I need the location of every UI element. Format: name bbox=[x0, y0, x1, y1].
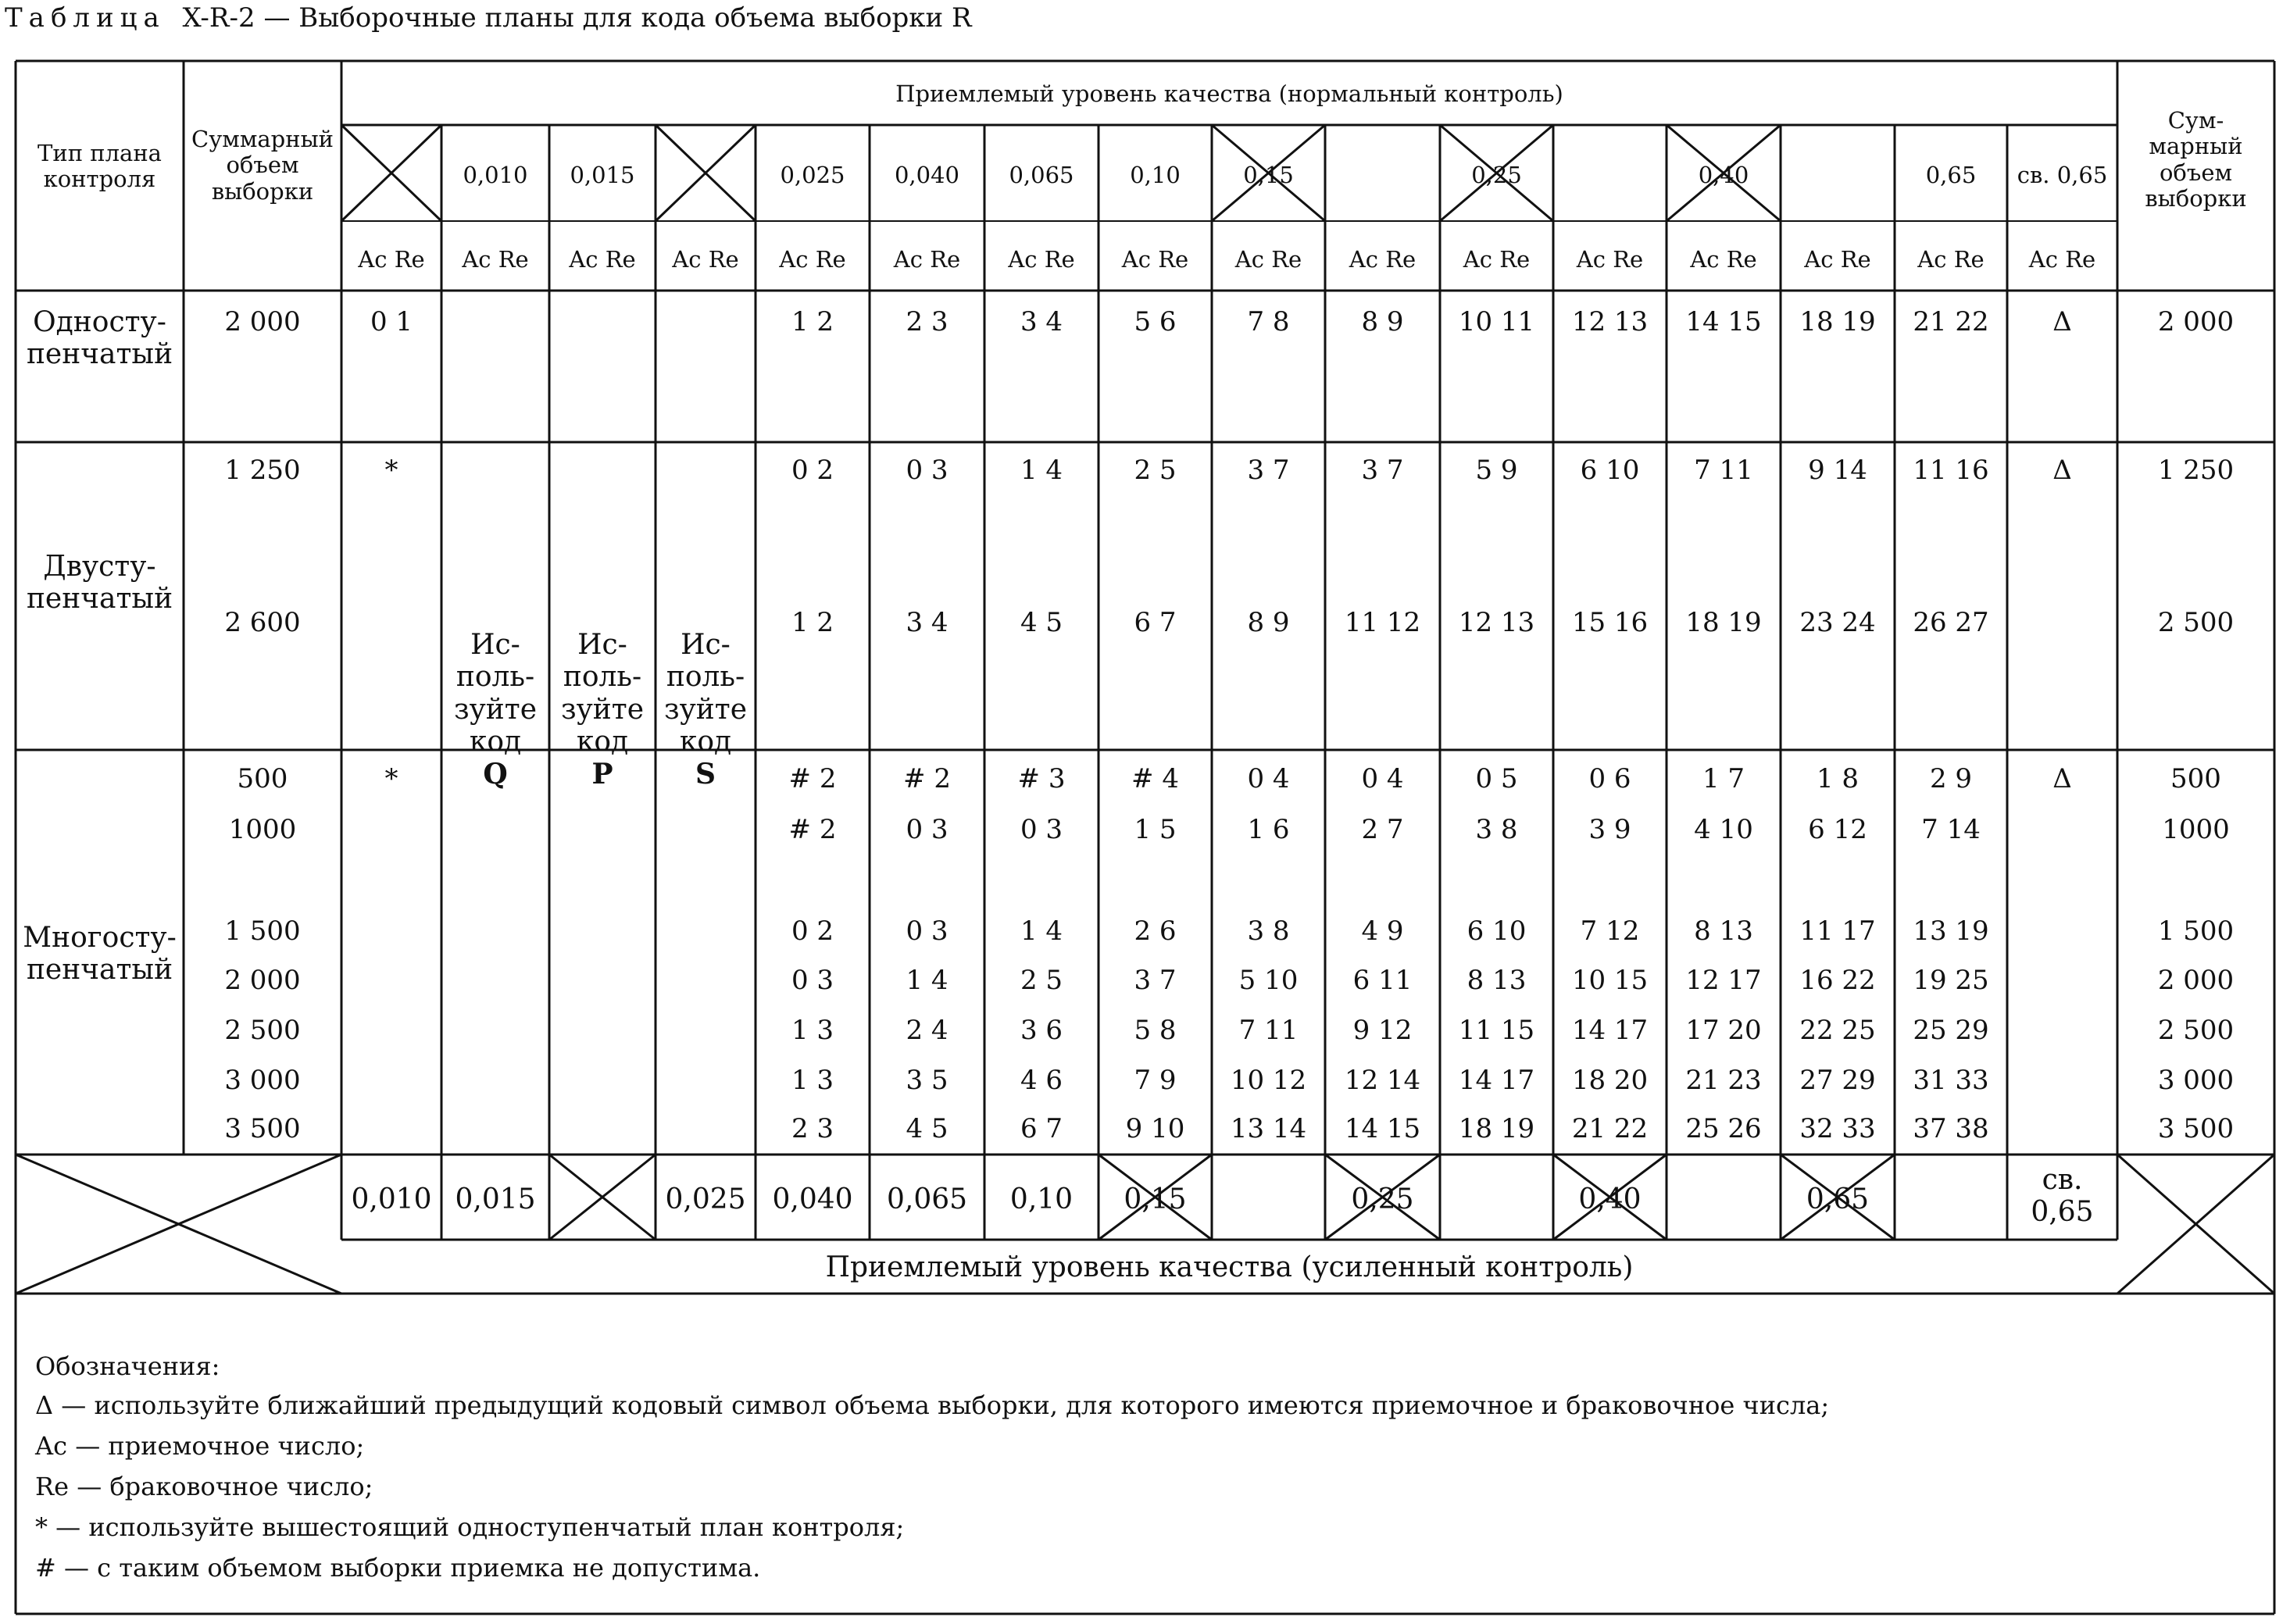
ac-re-value: 1 4 bbox=[1020, 916, 1063, 947]
ac-re-value: 11 16 bbox=[1913, 455, 1989, 486]
sample-size-right: 3 500 bbox=[2157, 1113, 2235, 1144]
ac-re-value: 3 7 bbox=[1361, 455, 1404, 486]
ac-re-value: 1 3 bbox=[791, 1065, 834, 1096]
ac-re-value: 17 20 bbox=[1685, 1015, 1762, 1046]
use-code-line: поль- bbox=[666, 661, 745, 694]
use-code-letter: Q bbox=[483, 757, 508, 791]
aql-header-value: 0,065 bbox=[1009, 162, 1074, 188]
sample-size: 2 000 bbox=[224, 965, 301, 996]
ac-re-value: 10 11 bbox=[1458, 306, 1535, 337]
ac-re-value: 22 25 bbox=[1799, 1015, 1876, 1046]
sample-size: 2 500 bbox=[224, 1015, 301, 1046]
ac-re-value: 6 10 bbox=[1467, 916, 1527, 947]
ac-re-value: 1 8 bbox=[1816, 763, 1860, 794]
ac-re-value: 3 8 bbox=[1247, 916, 1290, 947]
ac-re-value: 6 7 bbox=[1134, 607, 1177, 638]
first-column-value: 0 1 bbox=[370, 306, 413, 337]
tightened-aql-value: 0,15 bbox=[1124, 1183, 1187, 1215]
ac-re-value: 13 14 bbox=[1230, 1113, 1307, 1144]
ac-re-value: 2 3 bbox=[791, 1113, 834, 1144]
ac-re-value: 5 9 bbox=[1475, 455, 1518, 486]
use-code-line: зуйте bbox=[560, 693, 645, 726]
aql-header-value: св. 0,65 bbox=[2017, 162, 2108, 188]
tightened-aql-value: 0,010 bbox=[351, 1183, 432, 1215]
ac-re-value: 31 33 bbox=[1913, 1065, 1989, 1096]
ac-re-value: 1 3 bbox=[791, 1015, 834, 1046]
ac-re-value: 1 4 bbox=[1020, 455, 1063, 486]
ac-re-value: 27 29 bbox=[1799, 1065, 1876, 1096]
tightened-aql-value: 0,015 bbox=[455, 1183, 536, 1215]
use-code-line: зуйте bbox=[663, 693, 748, 726]
ac-re-label: Ac Re bbox=[1008, 246, 1075, 273]
sample-size: 1 500 bbox=[224, 916, 301, 947]
first-column-value: * bbox=[384, 763, 398, 794]
sample-size-right: 2 000 bbox=[2157, 965, 2235, 996]
table-title-prefix: Таблица bbox=[5, 2, 166, 34]
ac-re-value: 18 19 bbox=[1458, 1113, 1535, 1144]
ac-re-value: 1 2 bbox=[791, 607, 834, 638]
use-code-instruction bbox=[561, 629, 644, 791]
ac-re-value: 10 15 bbox=[1571, 965, 1649, 996]
ac-re-value: 19 25 bbox=[1913, 965, 1989, 996]
ac-re-value: 3 9 bbox=[1588, 814, 1631, 845]
ac-re-value: 0 4 bbox=[1361, 763, 1404, 794]
tightened-aql-value: 0,040 bbox=[772, 1183, 853, 1215]
ac-re-value: 32 33 bbox=[1799, 1113, 1876, 1144]
ac-re-value: 2 7 bbox=[1361, 814, 1404, 845]
ac-re-value: 12 13 bbox=[1458, 607, 1535, 638]
ac-re-value: 13 19 bbox=[1913, 916, 1989, 947]
ac-re-value: 9 12 bbox=[1352, 1015, 1413, 1046]
ac-re-value: 6 7 bbox=[1020, 1113, 1063, 1144]
tightened-aql-value: 0,40 bbox=[1578, 1183, 1642, 1215]
legend-item: Re — браковочное число; bbox=[35, 1472, 373, 1501]
header-sum-sample-right: Сум- марный объем выборки bbox=[2145, 107, 2247, 212]
ac-re-label: Ac Re bbox=[1690, 246, 1757, 273]
ac-re-value: 0 2 bbox=[791, 916, 834, 947]
ac-re-label: Ac Re bbox=[1121, 246, 1189, 273]
sample-size-right: 3 000 bbox=[2157, 1065, 2235, 1096]
aql-header-value: 0,10 bbox=[1130, 162, 1181, 188]
ac-re-label: Ac Re bbox=[1463, 246, 1531, 273]
ac-re-value: # 4 bbox=[1131, 763, 1179, 794]
aql-header-value: 0,040 bbox=[894, 162, 960, 188]
use-code-line: Ис- bbox=[577, 629, 627, 661]
ac-re-value: Δ bbox=[2052, 306, 2072, 337]
tightened-aql-value: 0,065 bbox=[886, 1183, 968, 1215]
header-sum-sample-left: Суммарный объем выборки bbox=[191, 126, 334, 205]
ac-re-label: Ac Re bbox=[358, 246, 425, 273]
ac-re-label: Ac Re bbox=[569, 246, 636, 273]
ac-re-value: 7 8 bbox=[1247, 306, 1290, 337]
ac-re-value: 0 3 bbox=[1020, 814, 1063, 845]
use-code-line: поль- bbox=[563, 661, 642, 694]
ac-re-value: 2 6 bbox=[1134, 916, 1177, 947]
ac-re-value: 4 10 bbox=[1694, 814, 1753, 845]
ac-re-value: 4 9 bbox=[1361, 916, 1404, 947]
legend-item: # — с таким объемом выборки приемка не допустима. bbox=[35, 1553, 761, 1583]
sample-size-right: 2 000 bbox=[2157, 306, 2235, 337]
sample-size: 500 bbox=[237, 763, 288, 794]
ac-re-value: 7 9 bbox=[1134, 1065, 1177, 1096]
ac-re-label: Ac Re bbox=[1349, 246, 1417, 273]
ac-re-value: 5 8 bbox=[1134, 1015, 1177, 1046]
ac-re-value: 14 17 bbox=[1458, 1065, 1535, 1096]
aql-header-value: 0,010 bbox=[463, 162, 528, 188]
table-title bbox=[5, 2, 972, 34]
use-code-instruction bbox=[454, 629, 537, 791]
ac-re-label: Ac Re bbox=[1576, 246, 1644, 273]
ac-re-value: 1 4 bbox=[906, 965, 949, 996]
ac-re-value: 1 6 bbox=[1247, 814, 1290, 845]
ac-re-value: 6 10 bbox=[1580, 455, 1640, 486]
aql-header-value: 0,025 bbox=[780, 162, 845, 188]
ac-re-value: 0 3 bbox=[906, 455, 949, 486]
ac-re-value: 2 3 bbox=[906, 306, 949, 337]
ac-re-value: 1 7 bbox=[1702, 763, 1745, 794]
ac-re-value: 18 19 bbox=[1799, 306, 1876, 337]
ac-re-value: 2 9 bbox=[1929, 763, 1973, 794]
legend bbox=[35, 1351, 1829, 1594]
use-code-line: код bbox=[576, 726, 629, 758]
ac-re-value: 18 19 bbox=[1685, 607, 1762, 638]
first-column-value: * bbox=[384, 455, 398, 486]
tightened-aql-value: 0,65 bbox=[1806, 1183, 1870, 1215]
use-code-line: код bbox=[469, 726, 522, 758]
ac-re-value: 3 4 bbox=[1020, 306, 1063, 337]
header-plan-type: Тип плана контроля bbox=[38, 140, 162, 193]
tightened-aql-value: 0,25 bbox=[1351, 1183, 1414, 1215]
ac-re-value: 7 14 bbox=[1921, 814, 1981, 845]
ac-re-value: 1 2 bbox=[791, 306, 834, 337]
tightened-aql-value: 0,10 bbox=[1009, 1183, 1074, 1215]
ac-re-value: 25 29 bbox=[1913, 1015, 1989, 1046]
ac-re-value: 37 38 bbox=[1913, 1113, 1989, 1144]
legend-item: * — используйте вышестоящий одноступенчатый план контроля; bbox=[35, 1512, 905, 1542]
ac-re-value: 18 20 bbox=[1571, 1065, 1649, 1096]
ac-re-label: Ac Re bbox=[462, 246, 529, 273]
ac-re-value: 4 5 bbox=[906, 1113, 949, 1144]
ac-re-value: 14 17 bbox=[1571, 1015, 1649, 1046]
use-code-line: Ис- bbox=[681, 629, 731, 661]
ac-re-value: 23 24 bbox=[1799, 607, 1876, 638]
ac-re-value: 8 13 bbox=[1694, 916, 1753, 947]
ac-re-value: 4 5 bbox=[1020, 607, 1063, 638]
ac-re-value: 12 13 bbox=[1571, 306, 1649, 337]
ac-re-value: Δ bbox=[2052, 763, 2072, 794]
section-label-multiple: Многосту- пенчатый bbox=[23, 922, 177, 987]
ac-re-value: 6 11 bbox=[1352, 965, 1413, 996]
aql-header-value: 0,40 bbox=[1698, 162, 1749, 188]
sample-size-right: 500 bbox=[2170, 763, 2221, 794]
tightened-aql-value: 0,025 bbox=[665, 1183, 746, 1215]
use-code-letter: S bbox=[695, 757, 716, 791]
ac-re-value: 16 22 bbox=[1799, 965, 1876, 996]
aql-header-value: 0,65 bbox=[1925, 162, 1977, 188]
ac-re-label: Ac Re bbox=[672, 246, 739, 273]
ac-re-value: 8 13 bbox=[1467, 965, 1527, 996]
sample-size-right: 1000 bbox=[2162, 814, 2230, 845]
section-label-single: Односту- пенчатый bbox=[26, 306, 173, 371]
ac-re-value: 4 6 bbox=[1020, 1065, 1063, 1096]
ac-re-label: Ac Re bbox=[2028, 246, 2096, 273]
ac-re-value: 1 5 bbox=[1134, 814, 1177, 845]
ac-re-value: 12 14 bbox=[1344, 1065, 1421, 1096]
ac-re-value: 26 27 bbox=[1913, 607, 1989, 638]
ac-re-value: 3 7 bbox=[1134, 965, 1177, 996]
ac-re-value: 9 14 bbox=[1808, 455, 1867, 486]
ac-re-value: 15 16 bbox=[1571, 607, 1649, 638]
use-code-letter: P bbox=[591, 757, 613, 791]
sample-size: 1 250 bbox=[224, 455, 301, 486]
ac-re-value: 21 22 bbox=[1913, 306, 1989, 337]
ac-re-value: 8 9 bbox=[1247, 607, 1290, 638]
use-code-instruction bbox=[664, 629, 747, 791]
ac-re-value: 0 6 bbox=[1588, 763, 1631, 794]
legend-heading: Обозначения: bbox=[35, 1351, 220, 1381]
ac-re-value: 3 8 bbox=[1475, 814, 1518, 845]
use-code-line: зуйте bbox=[453, 693, 538, 726]
sample-size: 3 000 bbox=[224, 1065, 301, 1096]
ac-re-value: 0 2 bbox=[791, 455, 834, 486]
ac-re-value: 7 11 bbox=[1238, 1015, 1299, 1046]
sample-size: 3 500 bbox=[224, 1113, 301, 1144]
legend-item: Ac — приемочное число; bbox=[35, 1431, 365, 1461]
section-label-double: Двусту- пенчатый bbox=[26, 551, 173, 616]
sample-size-right: 2 500 bbox=[2157, 1015, 2235, 1046]
header-aql-normal: Приемлемый уровень качества (нормальный контроль) bbox=[895, 80, 1563, 107]
footer-aql-tightened: Приемлемый уровень качества (усиленный контроль) bbox=[825, 1251, 1634, 1283]
ac-re-value: 21 23 bbox=[1685, 1065, 1762, 1096]
ac-re-label: Ac Re bbox=[1917, 246, 1985, 273]
ac-re-value: 0 3 bbox=[906, 916, 949, 947]
sample-size-right: 2 500 bbox=[2157, 607, 2235, 638]
ac-re-value: 14 15 bbox=[1685, 306, 1762, 337]
ac-re-label: Ac Re bbox=[893, 246, 961, 273]
ac-re-value: 8 9 bbox=[1361, 306, 1404, 337]
ac-re-value: 11 15 bbox=[1458, 1015, 1535, 1046]
ac-re-value: 2 5 bbox=[1020, 965, 1063, 996]
use-code-line: Ис- bbox=[470, 629, 520, 661]
ac-re-value: 5 10 bbox=[1238, 965, 1299, 996]
sample-size: 1000 bbox=[228, 814, 297, 845]
aql-header-value: 0,15 bbox=[1243, 162, 1294, 188]
ac-re-value: 2 5 bbox=[1134, 455, 1177, 486]
sample-size: 2 600 bbox=[224, 607, 301, 638]
ac-re-value: 3 7 bbox=[1247, 455, 1290, 486]
ac-re-value: 7 12 bbox=[1580, 916, 1640, 947]
ac-re-value: 21 22 bbox=[1571, 1113, 1649, 1144]
table-title-main: X-R-2 — Выборочные планы для кода объема выборки R bbox=[182, 2, 972, 34]
ac-re-label: Ac Re bbox=[1804, 246, 1871, 273]
sample-size-right: 1 250 bbox=[2157, 455, 2235, 486]
ac-re-value: 12 17 bbox=[1685, 965, 1762, 996]
ac-re-value: 7 11 bbox=[1694, 455, 1753, 486]
ac-re-value: 14 15 bbox=[1344, 1113, 1421, 1144]
ac-re-value: 25 26 bbox=[1685, 1113, 1762, 1144]
ac-re-value: 5 6 bbox=[1134, 306, 1177, 337]
ac-re-value: # 2 bbox=[788, 763, 837, 794]
use-code-line: код bbox=[679, 726, 732, 758]
ac-re-value: 0 5 bbox=[1475, 763, 1518, 794]
ac-re-value: 3 4 bbox=[906, 607, 949, 638]
ac-re-value: 3 5 bbox=[906, 1065, 949, 1096]
ac-re-value: # 3 bbox=[1017, 763, 1066, 794]
ac-re-value: 3 6 bbox=[1020, 1015, 1063, 1046]
ac-re-value: 10 12 bbox=[1230, 1065, 1307, 1096]
ac-re-label: Ac Re bbox=[779, 246, 846, 273]
use-code-line: поль- bbox=[455, 661, 535, 694]
ac-re-value: # 2 bbox=[788, 814, 837, 845]
aql-header-value: 0,015 bbox=[570, 162, 635, 188]
ac-re-value: 11 12 bbox=[1344, 607, 1421, 638]
ac-re-value: 2 4 bbox=[906, 1015, 949, 1046]
legend-item: Δ — используйте ближайший предыдущий кодовый символ объема выборки, для которого имеются приемочное и браковочное числа; bbox=[35, 1390, 1830, 1420]
ac-re-value: 0 4 bbox=[1247, 763, 1290, 794]
sample-size: 2 000 bbox=[224, 306, 301, 337]
ac-re-label: Ac Re bbox=[1234, 246, 1302, 273]
tightened-aql-value: св. 0,65 bbox=[2031, 1164, 2094, 1229]
ac-re-value: 0 3 bbox=[906, 814, 949, 845]
ac-re-value: Δ bbox=[2052, 455, 2072, 486]
ac-re-value: 6 12 bbox=[1808, 814, 1867, 845]
ac-re-value: 11 17 bbox=[1799, 916, 1876, 947]
aql-header-value: 0,25 bbox=[1471, 162, 1522, 188]
sample-size-right: 1 500 bbox=[2157, 916, 2235, 947]
ac-re-value: 9 10 bbox=[1125, 1113, 1185, 1144]
ac-re-value: # 2 bbox=[903, 763, 951, 794]
ac-re-value: 0 3 bbox=[791, 965, 834, 996]
